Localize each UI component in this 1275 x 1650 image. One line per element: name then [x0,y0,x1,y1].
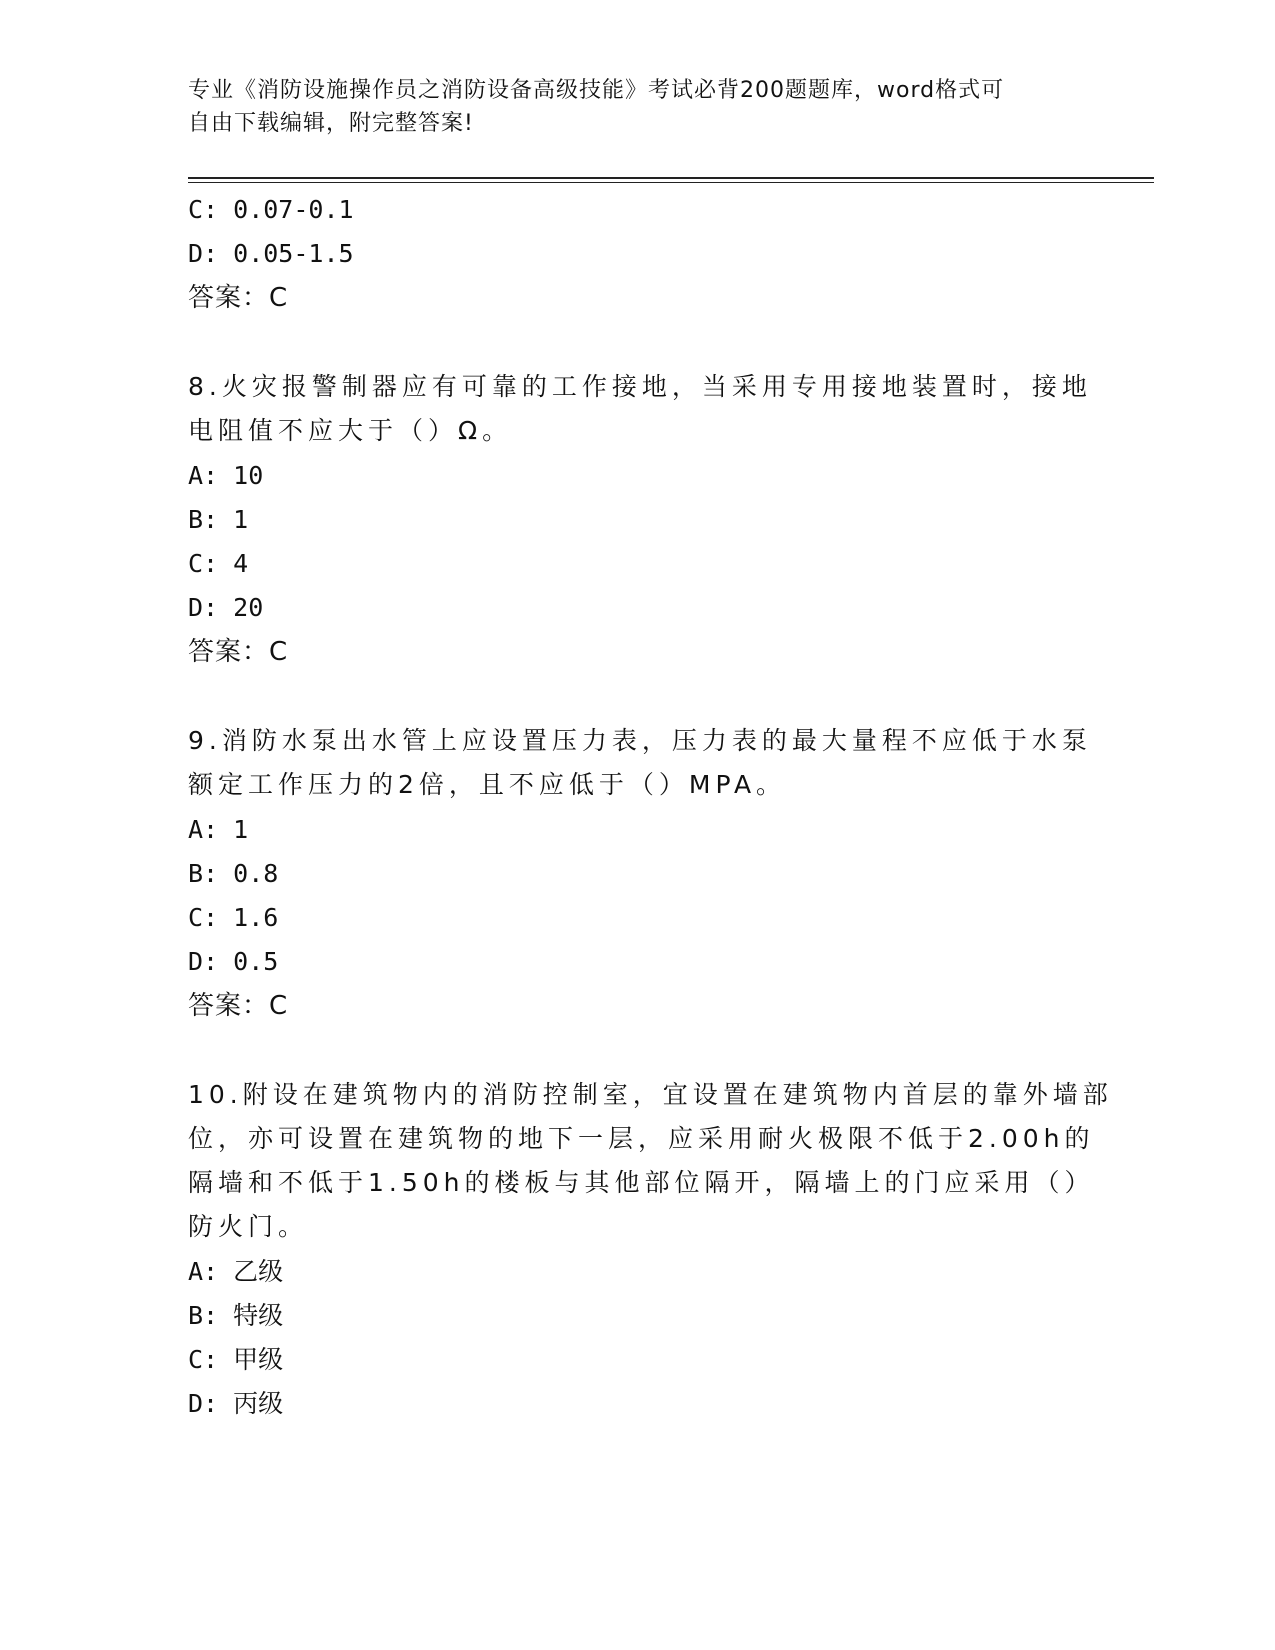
header-divider-thick [188,177,1154,179]
page-header [188,74,1068,140]
q9-option-a: A: 1 [188,815,249,844]
q10-option-d: D: 丙级 [188,1389,284,1418]
q10-text-line-3: 隔墙和不低于1.50h的楼板与其他部位隔开，隔墙上的门应采用（） [188,1168,1095,1197]
q8-option-d: D: 20 [188,593,264,622]
q8-text-line-1: 8.火灾报警制器应有可靠的工作接地，当采用专用接地装置时，接地 [188,372,1092,401]
q10-text-line-1: 10.附设在建筑物内的消防控制室，宜设置在建筑物内首层的靠外墙部 [188,1080,1113,1109]
q9-answer: 答案：C [188,991,289,1021]
q8-text-line-2: 电阻值不应大于（）Ω。 [188,416,513,445]
q9-text-line-1: 9.消防水泵出水管上应设置压力表，压力表的最大量程不应低于水泵 [188,726,1092,755]
q7-option-c: C: 0.07-0.1 [188,195,354,224]
header-line-2: 自由下载编辑，附完整答案! [188,111,474,136]
header-divider-thin [188,182,1154,183]
q7-answer: 答案：C [188,283,289,313]
header-line-1: 专业《消防设施操作员之消防设备高级技能》考试必背200题题库，word格式可 [188,78,1005,103]
q9-option-c: C: 1.6 [188,903,279,932]
q8-option-a: A: 10 [188,461,264,490]
q9-option-b: B: 0.8 [188,859,279,888]
q10-option-b: B: 特级 [188,1301,284,1330]
q8-option-b: B: 1 [188,505,249,534]
q8-option-c: C: 4 [188,549,249,578]
q10-option-a: A: 乙级 [188,1257,284,1286]
q7-option-d: D: 0.05-1.5 [188,239,354,268]
q10-text-line-4: 防火门。 [188,1212,309,1241]
q8-answer: 答案：C [188,637,289,667]
q9-text-line-2: 额定工作压力的2倍，且不应低于（）MPA。 [188,770,787,799]
q9-option-d: D: 0.5 [188,947,279,976]
q10-option-c: C: 甲级 [188,1345,284,1374]
q10-text-line-2: 位，亦可设置在建筑物的地下一层，应采用耐火极限不低于2.00h的 [188,1124,1095,1153]
